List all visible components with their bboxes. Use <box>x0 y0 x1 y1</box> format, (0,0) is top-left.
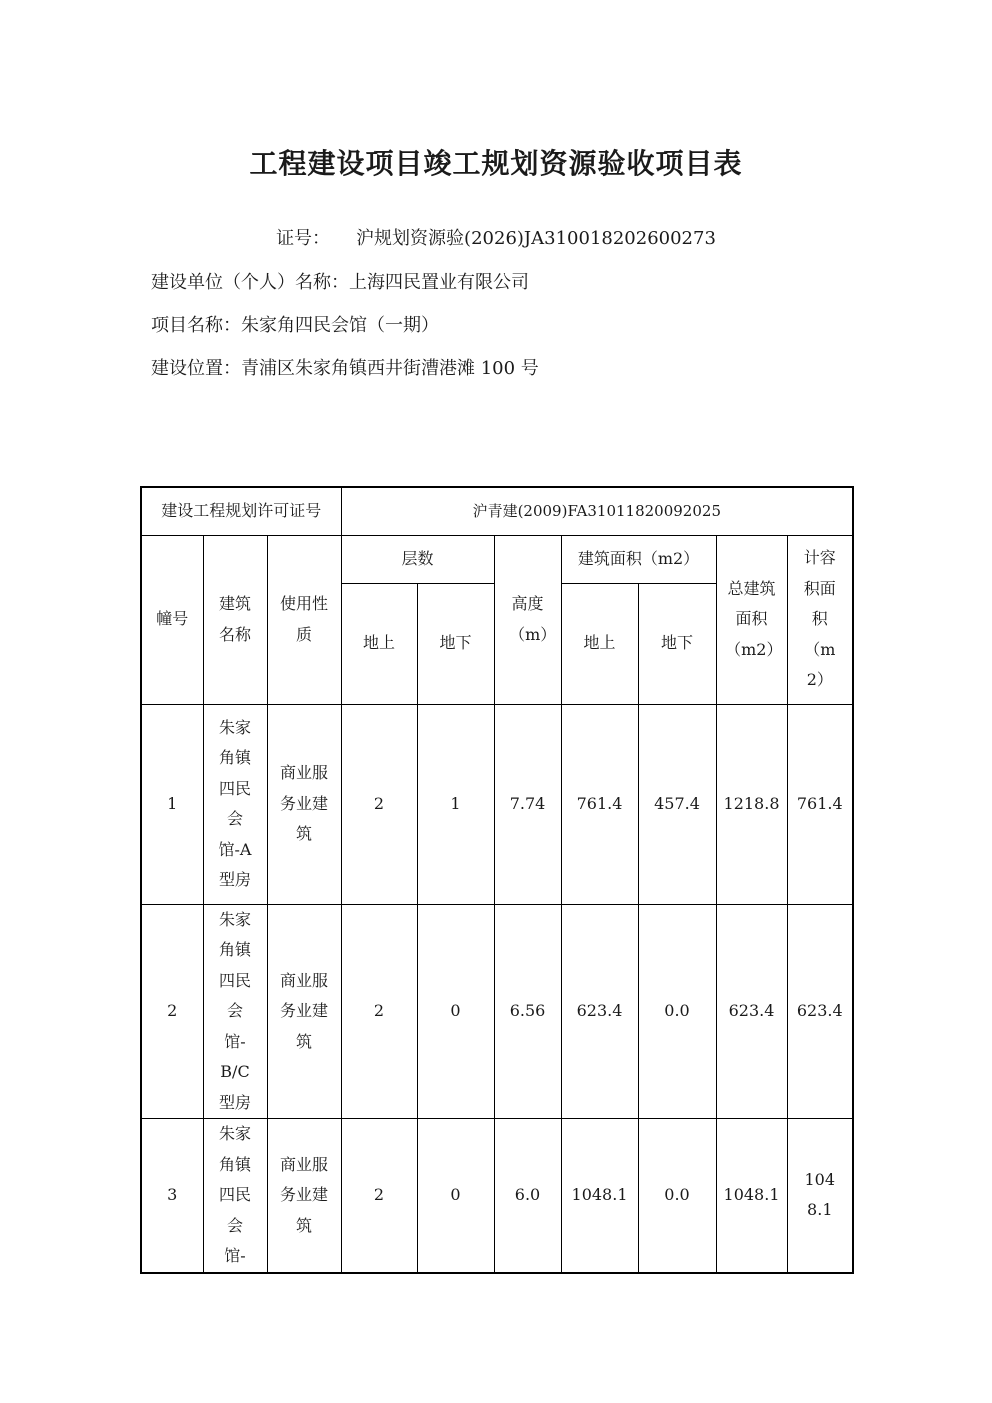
table-row <box>141 904 853 1119</box>
project-name-line <box>151 311 439 337</box>
certificate-label: 证号： <box>276 228 331 249</box>
cell-area-below: 0.0 <box>638 904 716 1119</box>
cell-height: 7.74 <box>494 704 561 904</box>
cell-building-no: 1 <box>141 704 203 904</box>
construction-unit-value: 上海四民置业有限公司 <box>349 272 529 293</box>
cell-far-area: 761.4 <box>787 704 853 904</box>
cell-floors-below: 0 <box>417 1119 494 1273</box>
header-area: 建筑面积（m2） <box>561 535 716 583</box>
cell-area-below: 0.0 <box>638 1119 716 1273</box>
header-floors-above: 地上 <box>341 583 417 704</box>
header-building-name: 建筑名称 <box>203 535 267 704</box>
certificate-line <box>0 224 992 250</box>
cell-height: 6.0 <box>494 1119 561 1273</box>
cell-floors-below: 1 <box>417 704 494 904</box>
construction-unit-label: 建设单位（个人）名称： <box>151 272 349 293</box>
header-area-below: 地下 <box>638 583 716 704</box>
cell-usage: 商业服务业建筑 <box>267 1119 341 1273</box>
project-name-label: 项目名称： <box>151 315 241 336</box>
cell-far-area: 1048.1 <box>787 1119 853 1273</box>
cell-area-above: 623.4 <box>561 904 638 1119</box>
cell-total-area: 1218.8 <box>716 704 787 904</box>
cell-height: 6.56 <box>494 904 561 1119</box>
certificate-number: 沪规划资源验(2026)JA310018202600273 <box>356 228 716 249</box>
cell-building-name: 朱家角镇四民会馆- <box>203 1119 267 1273</box>
header-far-area: 计容积面积（m2） <box>787 535 853 704</box>
cell-floors-above: 2 <box>341 1119 417 1273</box>
table-row <box>141 704 853 904</box>
permit-row <box>141 487 853 535</box>
header-height: 高度（m） <box>494 535 561 704</box>
cell-floors-below: 0 <box>417 904 494 1119</box>
cell-usage: 商业服务业建筑 <box>267 704 341 904</box>
cell-area-above: 1048.1 <box>561 1119 638 1273</box>
permit-label: 建设工程规划许可证号 <box>141 487 341 535</box>
header-area-above: 地上 <box>561 583 638 704</box>
acceptance-table <box>140 486 854 1274</box>
location-label: 建设位置： <box>151 358 241 379</box>
cell-building-name: 朱家角镇四民会馆-B/C 型房 <box>203 904 267 1119</box>
cell-area-above: 761.4 <box>561 704 638 904</box>
header-row-1 <box>141 535 853 583</box>
cell-total-area: 1048.1 <box>716 1119 787 1273</box>
project-name-value: 朱家角四民会馆（一期） <box>241 315 439 336</box>
cell-floors-above: 2 <box>341 904 417 1119</box>
table-row <box>141 1119 853 1273</box>
location-value: 青浦区朱家角镇西井街漕港滩 100 号 <box>241 358 539 379</box>
construction-unit-line <box>151 268 529 294</box>
header-floors-below: 地下 <box>417 583 494 704</box>
cell-building-name: 朱家角镇四民会馆-A 型房 <box>203 704 267 904</box>
header-floors: 层数 <box>341 535 494 583</box>
page-title: 工程建设项目竣工规划资源验收项目表 <box>249 147 743 180</box>
permit-number: 沪青建(2009)FA31011820092025 <box>341 487 853 535</box>
location-line <box>151 354 539 380</box>
cell-area-below: 457.4 <box>638 704 716 904</box>
header-total-area: 总建筑面积（m2） <box>716 535 787 704</box>
cell-total-area: 623.4 <box>716 904 787 1119</box>
header-usage: 使用性质 <box>267 535 341 704</box>
cell-building-no: 3 <box>141 1119 203 1273</box>
cell-floors-above: 2 <box>341 704 417 904</box>
cell-far-area: 623.4 <box>787 904 853 1119</box>
cell-building-no: 2 <box>141 904 203 1119</box>
header-building-no: 幢号 <box>141 535 203 704</box>
cell-usage: 商业服务业建筑 <box>267 904 341 1119</box>
